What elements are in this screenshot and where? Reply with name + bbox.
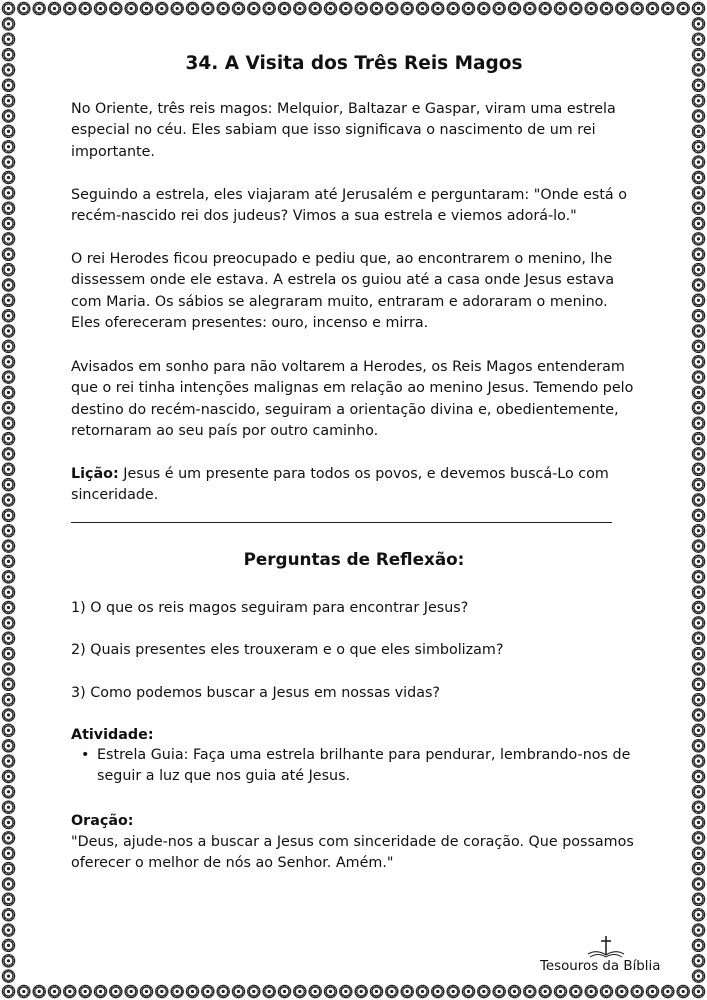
border-ornament [692,862,704,874]
border-ornament [2,141,14,153]
border-ornament [616,2,628,14]
prayer-label: Oração: [71,813,134,829]
border-ornament [2,601,14,613]
border-ornament [18,985,30,997]
border-ornament [309,2,321,14]
border-ornament [2,110,14,122]
border-ornament [692,816,704,828]
border-ornament [2,248,14,260]
border-ornament [2,694,14,706]
border-ornament [692,248,704,260]
border-ornament [2,909,14,921]
border-ornament [524,2,536,14]
border-ornament [2,494,14,506]
border-ornament [2,18,14,30]
border-ornament [2,878,14,890]
border-ornament [2,310,14,322]
border-ornament [125,985,137,997]
reflection-title: Perguntas de Reflexão: [243,549,465,569]
border-ornament [33,2,45,14]
border-ornament [2,463,14,475]
border-ornament [2,663,14,675]
border-ornament [692,33,704,45]
border-ornament [2,371,14,383]
border-ornament [692,878,704,890]
border-ornament [692,847,704,859]
border-ornament [278,985,290,997]
border-ornament [2,709,14,721]
border-ornament [64,985,76,997]
prayer-text: "Deus, ajude-nos a buscar a Jesus com sinceridade de coração. Que possamos oferecer o melhor de nós ao Senhor. Amém." [71,834,634,872]
border-ornament [386,2,398,14]
border-ornament [2,970,14,982]
border-ornament [462,985,474,997]
border-ornament [692,540,704,552]
border-ornament [2,632,14,644]
border-ornament [692,432,704,444]
border-ornament [692,663,704,675]
border-ornament [416,2,428,14]
border-ornament [324,985,336,997]
border-ornament [263,2,275,14]
border-ornament [2,478,14,490]
border-ornament [2,924,14,936]
border-ornament [2,202,14,214]
border-ornament [432,2,444,14]
border-ornament [2,847,14,859]
story-title: 34. A Visita dos Três Reis Magos [185,53,523,74]
border-ornament [2,985,14,997]
border-ornament [79,985,91,997]
border-ornament [263,985,275,997]
border-ornament [340,2,352,14]
border-ornament [2,540,14,552]
border-ornament [48,985,60,997]
border-ornament [692,217,704,229]
border-ornament [692,386,704,398]
lesson-label: Lição: [71,466,119,482]
border-ornament [662,985,674,997]
border-ornament [692,448,704,460]
border-ornament [524,985,536,997]
border-ornament [248,985,260,997]
border-ornament [646,985,658,997]
border-ornament [493,2,505,14]
border-ornament [2,187,14,199]
border-ornament [370,985,382,997]
border-ornament [64,2,76,14]
activity-item: • Estrela Guia: Faça uma estrela brilhante para pendurar, lembrando-nos de seguir a luz que nos guia até Jesus. [97,745,637,788]
border-ornament [692,740,704,752]
border-ornament [217,2,229,14]
border-ornament [2,356,14,368]
border-ornament [692,786,704,798]
border-ornament [692,371,704,383]
brand-logo [540,935,680,979]
border-ornament [585,985,597,997]
border-ornament [94,985,106,997]
border-ornament [692,525,704,537]
border-ornament [692,156,704,168]
border-ornament [447,2,459,14]
border-ornament [2,48,14,60]
border-ornament [692,171,704,183]
border-ornament [692,310,704,322]
brand-name: Tesouros da Bíblia [540,959,661,974]
border-ornament [2,955,14,967]
border-ornament [692,586,704,598]
border-ornament [2,939,14,951]
border-ornament [156,985,168,997]
cross-bible-icon [584,935,628,959]
border-ornament [140,985,152,997]
border-ornament [692,463,704,475]
activity-list [71,745,637,788]
border-ornament [140,2,152,14]
border-ornament [692,340,704,352]
border-ornament [692,647,704,659]
border-ornament [692,187,704,199]
border-ornament [692,325,704,337]
border-ornament [156,2,168,14]
border-ornament [2,432,14,444]
border-ornament [2,586,14,598]
border-ornament [2,156,14,168]
border-ornament [432,985,444,997]
border-ornament [692,632,704,644]
border-ornament [631,985,643,997]
border-ornament [677,2,689,14]
border-ornament [2,279,14,291]
border-ornament [2,893,14,905]
border-ornament [692,955,704,967]
border-ornament [33,985,45,997]
border-ornament [570,2,582,14]
border-ornament [539,2,551,14]
border-ornament [493,985,505,997]
border-ornament [692,939,704,951]
border-ornament [478,985,490,997]
border-ornament [616,985,628,997]
border-ornament [692,893,704,905]
border-ornament [692,18,704,30]
border-ornament [401,985,413,997]
border-ornament [600,985,612,997]
border-ornament [202,985,214,997]
border-ornament [2,79,14,91]
border-ornament [447,985,459,997]
border-ornament [2,448,14,460]
border-ornament [631,2,643,14]
border-ornament [554,985,566,997]
border-ornament [692,478,704,490]
border-ornament [692,402,704,414]
border-ornament [2,171,14,183]
border-ornament [692,555,704,567]
border-ornament [692,924,704,936]
border-ornament [692,294,704,306]
border-ornament [692,770,704,782]
reflection-question-2: 2) Quais presentes eles trouxeram e o que eles simbolizam? [71,642,504,658]
border-ornament [692,48,704,60]
border-ornament [2,647,14,659]
border-ornament [2,217,14,229]
border-ornament [416,985,428,997]
story-paragraph-1: No Oriente, três reis magos: Melquior, Baltazar e Gaspar, viram uma estrela especial no céu. Eles sabiam que isso significava o nascimento de um rei importante. [71,101,616,160]
border-ornament [600,2,612,14]
border-ornament [2,770,14,782]
border-ornament [2,525,14,537]
border-ornament [2,555,14,567]
border-ornament [692,832,704,844]
border-ornament [2,386,14,398]
border-ornament [692,494,704,506]
border-ornament [355,2,367,14]
border-ornament [370,2,382,14]
border-ornament [692,141,704,153]
border-ornament [232,2,244,14]
border-ornament [309,985,321,997]
border-ornament [2,263,14,275]
border-ornament [585,2,597,14]
border-ornament [692,263,704,275]
border-ornament [2,724,14,736]
border-ornament [692,279,704,291]
border-ornament [48,2,60,14]
border-ornament [94,2,106,14]
border-ornament [202,2,214,14]
border-ornament [462,2,474,14]
border-ornament [662,2,674,14]
border-ornament [2,125,14,137]
border-ornament [692,125,704,137]
border-ornament [248,2,260,14]
border-ornament [692,95,704,107]
border-ornament [692,110,704,122]
border-ornament [2,64,14,76]
border-ornament [692,233,704,245]
reflection-question-1: 1) O que os reis magos seguiram para encontrar Jesus? [71,600,469,616]
border-ornament [2,233,14,245]
border-ornament [340,985,352,997]
border-ornament [386,985,398,997]
border-ornament [2,816,14,828]
border-ornament [2,417,14,429]
border-ornament [554,2,566,14]
border-ornament [692,801,704,813]
border-ornament [2,755,14,767]
border-ornament [692,724,704,736]
border-ornament [125,2,137,14]
border-ornament [2,832,14,844]
border-ornament [2,786,14,798]
border-ornament [692,2,704,14]
border-ornament [2,509,14,521]
border-ornament [2,340,14,352]
section-divider [71,522,612,523]
border-ornament [692,909,704,921]
border-ornament [171,2,183,14]
border-ornament [692,417,704,429]
border-ornament [539,985,551,997]
border-ornament [79,2,91,14]
border-ornament [692,64,704,76]
border-ornament [692,755,704,767]
border-ornament [677,985,689,997]
lesson-text: Jesus é um presente para todos os povos, e devemos buscá-Lo com sinceridade. [71,466,609,504]
border-ornament [110,985,122,997]
story-paragraph-4: Avisados em sonho para não voltarem a Herodes, os Reis Magos entenderam que o rei tinha intenções malignas em relação ao menino Jesus. Temendo pelo destino do recém-nascido, seguiram a orientação divina e, obedientemente, retornaram ao seu país por outro caminho. [71,359,634,440]
border-ornament [2,571,14,583]
border-ornament [692,202,704,214]
border-ornament [692,509,704,521]
border-ornament [2,740,14,752]
border-ornament [692,694,704,706]
border-ornament [692,985,704,997]
activity-label: Atividade: [71,727,154,743]
border-ornament [186,2,198,14]
border-ornament [2,33,14,45]
story-paragraph-3: O rei Herodes ficou preocupado e pediu que, ao encontrarem o menino, lhe dissessem onde ele estava. A estrela os guiou até a casa onde Jesus estava com Maria. Os sábios se alegraram muito, entraram e adoraram o menino. Eles ofereceram presentes: ouro, incenso e mirra. [71,251,615,332]
border-ornament [2,294,14,306]
border-ornament [692,571,704,583]
border-ornament [508,2,520,14]
border-ornament [294,2,306,14]
border-ornament [692,970,704,982]
border-ornament [692,678,704,690]
story-paragraph-2: Seguindo a estrela, eles viajaram até Jerusalém e perguntaram: "Onde está o recém-nascido rei dos judeus? Vimos a sua estrela e viemos adorá-lo." [71,187,627,225]
border-ornament [570,985,582,997]
border-ornament [2,95,14,107]
border-ornament [401,2,413,14]
border-ornament [186,985,198,997]
border-ornament [692,601,704,613]
border-ornament [2,678,14,690]
border-ornament [478,2,490,14]
border-ornament [110,2,122,14]
border-ornament [2,801,14,813]
border-ornament [294,985,306,997]
border-ornament [324,2,336,14]
border-ornament [171,985,183,997]
border-ornament [2,402,14,414]
border-ornament [217,985,229,997]
border-ornament [692,79,704,91]
border-ornament [508,985,520,997]
border-ornament [692,617,704,629]
border-ornament [278,2,290,14]
border-ornament [355,985,367,997]
border-ornament [2,617,14,629]
border-ornament [2,2,14,14]
border-ornament [18,2,30,14]
border-ornament [2,862,14,874]
border-ornament [646,2,658,14]
lesson [71,464,637,507]
reflection-question-3: 3) Como podemos buscar a Jesus em nossas vidas? [71,685,441,701]
border-ornament [232,985,244,997]
border-ornament [2,325,14,337]
border-ornament [692,709,704,721]
border-ornament [692,356,704,368]
